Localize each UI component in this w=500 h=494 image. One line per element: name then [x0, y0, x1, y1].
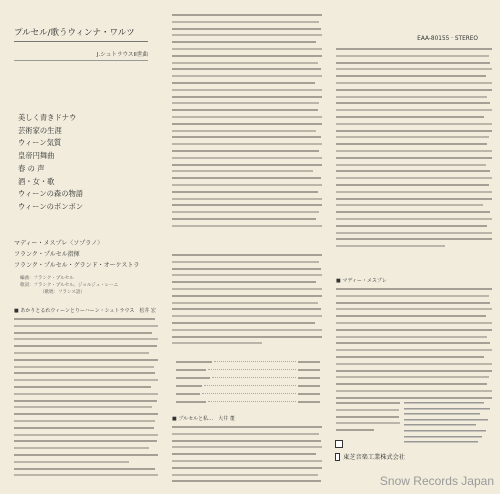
- pourcel-heading: ■ プルセルと私… 大井 董: [172, 416, 235, 422]
- essay-heading: ■ あかりとるれウィーンとりーハーン・シュトラウス 松井 宏: [14, 308, 156, 314]
- text-column-2-middle: [172, 254, 322, 358]
- composer-credit: J.シュトラウスII世曲: [96, 52, 148, 58]
- track-item: 春 の 声: [18, 163, 45, 173]
- emi-logo-icon: [335, 440, 343, 448]
- label-logos: [335, 440, 405, 465]
- text-column-2-upper: [172, 14, 322, 250]
- mesple-section: [336, 276, 492, 400]
- catalog-number: EAA-80155 · STEREO: [417, 36, 478, 42]
- track-list: [18, 112, 136, 214]
- track-item: ウィーンのボンボン: [18, 201, 84, 211]
- title-block: [14, 26, 148, 61]
- language-note: （歌唱：フランス語）: [40, 290, 85, 295]
- toshiba-logo-icon: [335, 453, 340, 461]
- text-column-3-lower: [336, 402, 400, 436]
- album-title: プルセル/歌うウィンナ・ワルツ: [14, 26, 148, 42]
- composer-rule: [14, 60, 148, 61]
- mesple-heading: ■ マディー・メスプレ: [336, 278, 387, 284]
- lyrics-credit: 歌詞：フランク・プルセル、ジョルジュ・レーニ: [20, 283, 119, 288]
- orchestra-credit: フランク・プルセル・グランド・オーケストラ: [14, 262, 140, 269]
- track-item: 芸術家の生涯: [18, 125, 62, 135]
- track-item: 皇帝円舞曲: [18, 151, 55, 161]
- track-item: 酒・女・歌: [18, 176, 55, 186]
- track-item: ウィーン気質: [18, 138, 62, 148]
- recording-list: [176, 358, 320, 410]
- soprano-credit: マディー・メスプレ〈ソプラノ〉: [14, 240, 104, 247]
- performer-credits: [14, 238, 158, 296]
- track-item: ウィーンの森の物語: [18, 189, 84, 199]
- arrangement-credit: 編曲：フランク・プルセル: [20, 276, 74, 281]
- pourcel-essay: [172, 414, 322, 486]
- track-item: 美しく青きドナウ: [18, 113, 77, 122]
- conductor-credit: フランク・プルセル指揮: [14, 251, 80, 258]
- copyright-info: [404, 400, 492, 445]
- publisher-name: 東芝音楽工業株式会社: [343, 454, 405, 461]
- watermark: Snow Records Japan: [379, 474, 494, 488]
- essay-column: [14, 306, 158, 482]
- text-column-3-upper: [336, 48, 492, 274]
